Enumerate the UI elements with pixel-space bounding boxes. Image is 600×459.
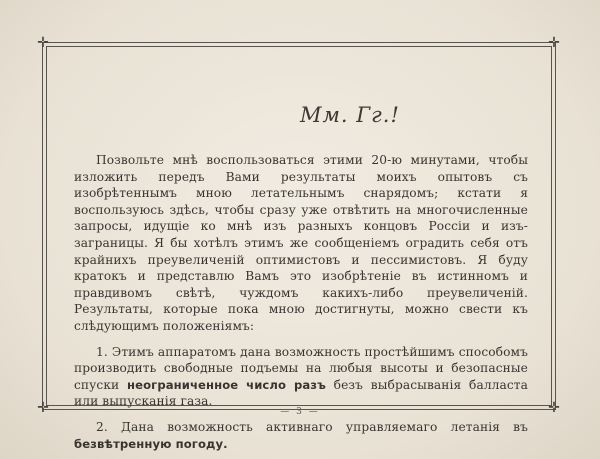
list-item-1 bbox=[74, 344, 528, 410]
item1-bold-text: неограниченное число разъ bbox=[127, 377, 326, 392]
item2-text-before: 2. Дана возможность активнаго управляемаго летанія въ bbox=[96, 419, 528, 434]
corner-ornament-top-right: ✛ bbox=[548, 35, 560, 51]
corner-ornament-bottom-left: ✛ bbox=[37, 400, 49, 416]
intro-paragraph: Позвольте мнѣ воспользоваться этими 20-ю минутами, чтобы изложить передъ Вами результаты моихъ опытовъ съ изобрѣтеннымъ мною летательнымъ снарядомъ; кстати я воспользуюсь здѣсь, чтобы сразу уже отвѣтить на многочисленные запросы, идущіе ко мнѣ изъ разныхъ концовъ Россіи и изъ-заграницы. Я бы хотѣлъ этимъ же сообщеніемъ оградить себя отъ крайнихъ преувеличеній оптимистовъ и пессимистовъ. Я буду кратокъ и представлю Вамъ это изобрѣтеніе въ истинномъ и правдивомъ свѣтѣ, чуждомъ какихъ-либо преувеличеній. Результаты, которые пока мною достигнуты, можно свести къ слѣдующимъ положеніямъ: bbox=[74, 153, 528, 333]
list-item-2 bbox=[74, 419, 528, 452]
item1-text-after: безъ выбрасыванія балласта или выпусканія газа. bbox=[74, 377, 529, 409]
item2-bold-text: безвѣтренную погоду. bbox=[74, 436, 228, 451]
page-number: — 3 — bbox=[280, 407, 320, 417]
item1-text-before: 1. Этимъ аппаратомъ дана возможность простѣйшимъ способомъ производить свободные подъемы на любыя высоты и безопасные спуски bbox=[74, 344, 528, 392]
salutation-heading: Мм. Гг.! bbox=[300, 103, 400, 127]
corner-ornament-bottom-right: ✛ bbox=[548, 400, 560, 416]
corner-ornament-top-left: ✛ bbox=[37, 35, 49, 51]
